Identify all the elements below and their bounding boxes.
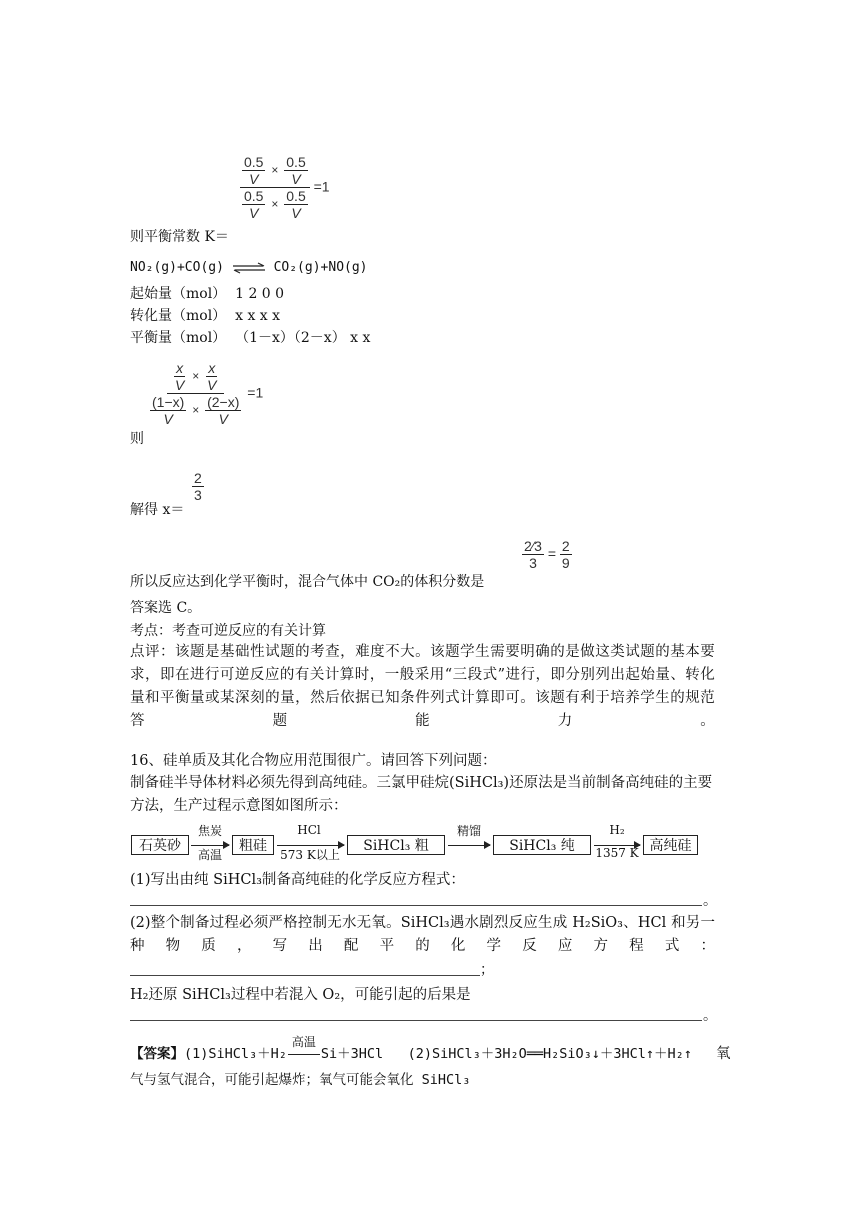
volume-fraction-expression: $\frac{2⁄3}{3}$ = $\frac{2}{9}$	[524, 538, 570, 572]
reaction-equation: NO₂(g)+CO(g) CO₂(g)+NO(g)	[130, 260, 368, 275]
eq2-expression: $\frac{x}{V}$ × $\frac{x}{V}$ $\frac{(1-x)}{V}$ × $\frac{(2-x)}{V}$ =1	[152, 360, 264, 428]
answer-blank-1[interactable]	[130, 905, 702, 906]
q16-part1: (1)写出由纯 SiHCl₃制备高纯硅的化学反应方程式：	[130, 872, 465, 888]
answer-c: 答案选 C。	[130, 600, 202, 616]
semicolon: ；	[480, 962, 494, 978]
flow-label-coke: 焦炭	[197, 824, 222, 838]
eq2-prefix: 则	[130, 431, 144, 447]
answer-blank-3[interactable]	[130, 1020, 702, 1021]
flow-label-h2: H₂	[609, 823, 625, 837]
solve-fraction: $\frac{2}{3}$	[194, 470, 202, 504]
answer-label: 【答案】	[130, 1046, 184, 1062]
k-prefix: 则平衡常数 K＝	[130, 229, 229, 245]
flow-label-hcl: HCl	[297, 823, 321, 837]
dianping: 点评：该题是基础性试题的考查，难度不大。该题学生需要明确的是做这类试题的基本要求，即在进行可逆反应的有关计算时，一般采用“三段式”进行，即分别列出起始量、转化量和平衡量或某深刻的量，然后依据已知条件列式计算即可。该题有利于培养学生的规范答题能力。	[130, 644, 715, 729]
flow-label-distill: 精馏	[456, 824, 481, 838]
table-row: 起始量（mol） 1 2 0 0	[130, 286, 285, 302]
flow-box-pure-si: 高纯硅	[643, 835, 698, 855]
answer-part3: 氧	[716, 1046, 731, 1062]
flow-box-sihcl3-crude: SiHCl₃ 粗	[347, 835, 445, 855]
k-expression: $\frac{0.5}{V}$ × $\frac{0.5}{V}$ $\frac{0.5}{V}$ × $\frac{0.5}{V}$ =1	[240, 154, 330, 221]
flow-box-sihcl3-pure: SiHCl₃ 纯	[493, 835, 591, 855]
solve-prefix: 解得 x＝	[130, 502, 185, 518]
answer-line-2: 气与氢气混合，可能引起爆炸；氧气可能会氧化 SiHCl₃	[130, 1072, 471, 1088]
answer-blank-2[interactable]	[130, 975, 480, 976]
equilibrium-arrow-icon	[232, 262, 266, 274]
flow-label-1357k: 1357 K	[595, 846, 639, 860]
condition-arrow: 高温	[287, 1046, 321, 1062]
kaodian: 考点：考查可逆反应的有关计算	[130, 623, 326, 639]
period: 。	[703, 1008, 717, 1024]
table-row: 平衡量（mol） （1－x）（2－x） x x	[130, 330, 371, 346]
flow-box-quartz: 石英砂	[131, 835, 189, 855]
flow-arrow	[448, 845, 490, 846]
q16-intro: 制备硅半导体材料必须先得到高纯硅。三氯甲硅烷(SiHCl₃)还原法是当前制备高纯硅的主要方法，生产过程示意图如图所示：	[130, 775, 713, 814]
table-row: 转化量（mol） x x x x	[130, 308, 281, 324]
period: 。	[703, 893, 717, 909]
q16-title: 16、硅单质及其化合物应用范围很广。请回答下列问题：	[130, 753, 497, 769]
fraction-sentence: 所以反应达到化学平衡时，混合气体中 CO₂的体积分数是	[130, 574, 485, 590]
q16-part3: H₂还原 SiHCl₃过程中若混入 O₂，可能引起的后果是	[130, 987, 471, 1003]
q16-part2: (2)整个制备过程必须严格控制无水无氧。SiHCl₃遇水剧烈反应生成 H₂SiO₃、HCl 和另一种物质，写出配平的化学反应方程式：	[130, 915, 715, 954]
flow-box-crude-si: 粗硅	[232, 835, 274, 855]
answer-line-1: 【答案】(1)SiHCl₃＋H₂ 高温 Si＋3HCl (2)SiHCl₃＋3H₂O══H₂SiO₃↓＋3HCl↑＋H₂↑	[130, 1035, 692, 1062]
flow-label-573k: 573 K以上	[280, 848, 340, 862]
flow-label-hightemp: 高温	[197, 848, 222, 862]
